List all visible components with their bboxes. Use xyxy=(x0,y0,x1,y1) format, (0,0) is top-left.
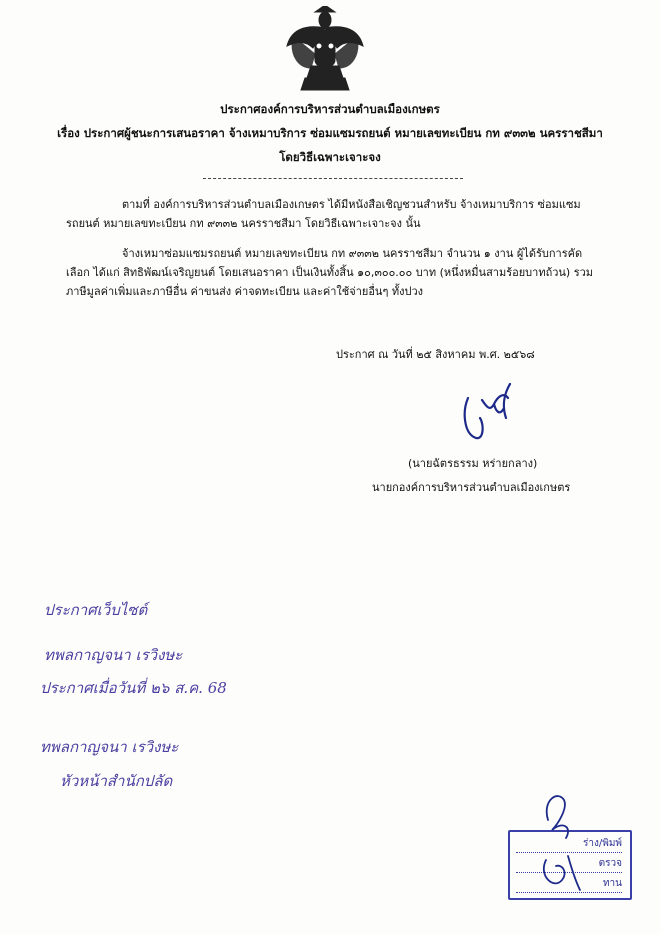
stamp-initials xyxy=(518,790,608,900)
handwritten-note: ทพลกาญจนา เรวิงษะ xyxy=(40,738,179,756)
handwritten-note: ประกาศเว็บไซต์ xyxy=(44,601,148,619)
paragraph-line: รถยนต์ หมายเลขทะเบียน กท ๙๓๓๒ นครราชสีมา โดยวิธีเฉพาะเจาะจง นั้น xyxy=(66,217,421,230)
announcement-method: โดยวิธีเฉพาะเจาะจง xyxy=(279,150,381,164)
paragraph-line: จ้างเหมาซ่อมแซมรถยนต์ หมายเลขทะเบียน กท ๙๓๓๒ นครราชสีมา จำนวน ๑ งาน ผู้ได้รับการคัด xyxy=(122,247,583,260)
paragraph-line: ภาษีมูลค่าเพิ่มและภาษีอื่น ค่าขนส่ง ค่าจดทะเบียน และค่าใช้จ่ายอื่นๆ ทั้งปวง xyxy=(66,285,424,298)
stamp-row-review: ทาน xyxy=(516,876,622,893)
garuda-emblem-icon xyxy=(285,6,365,92)
announcement-subject: เรื่อง ประกาศผู้ชนะการเสนอราคา จ้างเหมาบริการ ซ่อมแซมรถยนต์ หมายเลขทะเบียน กท ๙๓๓๒ นครราชสีมา xyxy=(57,126,603,140)
signature-image xyxy=(454,378,524,448)
stamp-row-check: ตรวจ xyxy=(516,856,622,873)
paragraph-line: ตามที่ องค์การบริหารส่วนตำบลเมืองเกษตร ได้มีหนังสือเชิญชวนสำหรับ จ้างเหมาบริการ ซ่อมแซม xyxy=(122,198,581,211)
signer-position: นายกองค์การบริหารส่วนตำบลเมืองเกษตร xyxy=(372,481,571,494)
paragraph-result xyxy=(66,244,606,301)
handwritten-note: ทพลกาญจนา เรวิงษะ xyxy=(44,646,183,664)
announcement-date: ประกาศ ณ วันที่ ๒๕ สิงหาคม พ.ศ. ๒๕๖๘ xyxy=(336,348,535,361)
paragraph-line: เลือก ได้แก่ สิทธิพัฒน์เจริญยนต์ โดยเสนอราคา เป็นเงินทั้งสิ้น ๑๐,๓๐๐.๐๐ บาท (หนึ่งหมื่นสามร้อยบาทถ้วน) รวม xyxy=(66,266,594,279)
section-divider xyxy=(203,178,463,179)
handwritten-note: ประกาศเมื่อวันที่ ๒๖ ส.ค. 68 xyxy=(40,679,227,697)
announcement-org-title: ประกาศองค์การบริหารส่วนตำบลเมืองเกษตร xyxy=(220,102,440,116)
handwritten-note: หัวหน้าสำนักปลัด xyxy=(60,772,173,790)
stamp-row-draft: ร่าง/พิมพ์ xyxy=(516,836,622,853)
signer-name: (นายฉัตรธรรม หร่ายกลาง) xyxy=(408,457,538,470)
paragraph-intro xyxy=(66,195,606,233)
